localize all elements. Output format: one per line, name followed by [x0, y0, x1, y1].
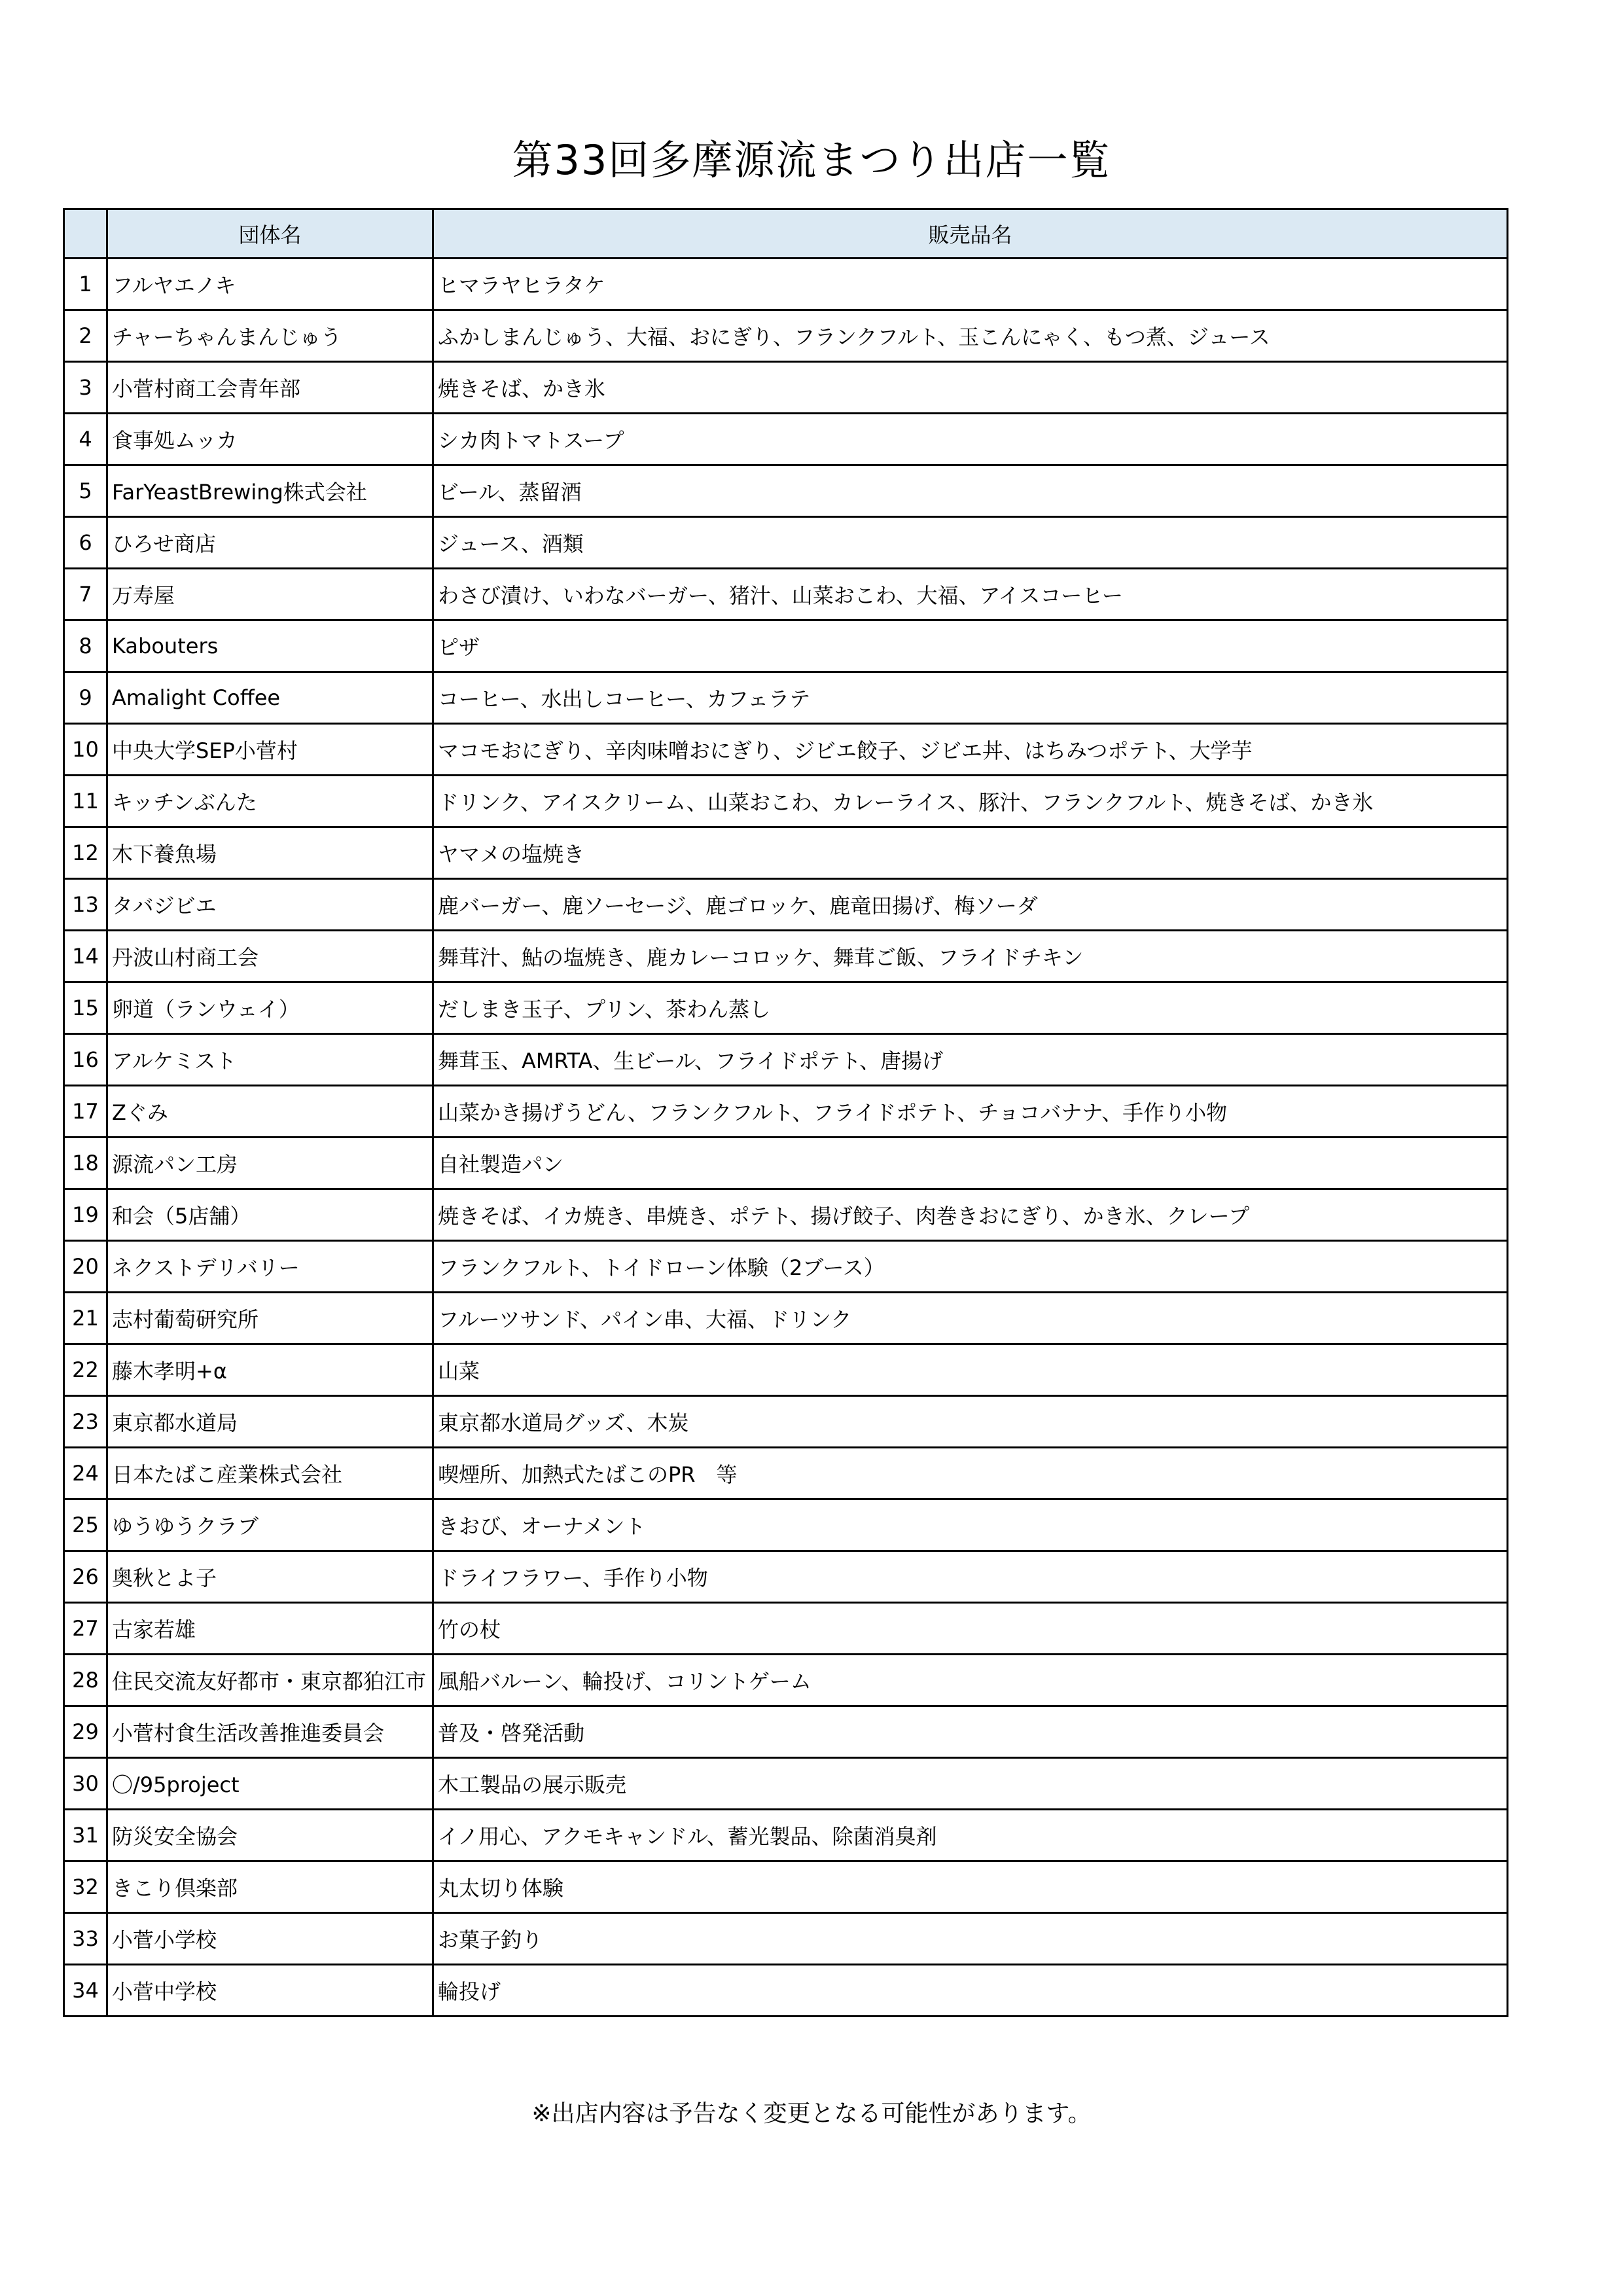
table-row: [64, 1758, 1508, 1810]
table-row: [64, 517, 1508, 569]
page-title: 第33回多摩源流まつり出店一覧: [512, 136, 1111, 184]
row-organization: 卵道（ランウェイ）: [107, 982, 433, 1034]
row-items: フルーツサンド、パイン串、大福、ドリンク: [433, 1293, 1508, 1344]
row-number: 12: [64, 827, 107, 879]
row-organization: アルケミスト: [107, 1034, 433, 1086]
row-number: 21: [64, 1293, 107, 1344]
row-number: 34: [64, 1965, 107, 2017]
table-row: [64, 362, 1508, 414]
row-organization: 丹波山村商工会: [107, 931, 433, 982]
row-number: 11: [64, 776, 107, 827]
row-items: ピザ: [433, 620, 1508, 672]
row-items: 鹿バーガー、鹿ソーセージ、鹿ゴロッケ、鹿竜田揚げ、梅ソーダ: [433, 879, 1508, 931]
table-row: [64, 1034, 1508, 1086]
row-number: 31: [64, 1810, 107, 1861]
table-row: [64, 1241, 1508, 1293]
row-organization: 古家若雄: [107, 1603, 433, 1655]
row-organization: きこり倶楽部: [107, 1861, 433, 1913]
row-organization: キッチンぶんた: [107, 776, 433, 827]
row-number: 28: [64, 1655, 107, 1706]
row-items: マコモおにぎり、辛肉味噌おにぎり、ジビエ餃子、ジビエ丼、はちみつポテト、大学芋: [433, 724, 1508, 776]
header-number: [64, 209, 107, 259]
row-number: 30: [64, 1758, 107, 1810]
row-organization: FarYeastBrewing株式会社: [107, 465, 433, 517]
row-number: 16: [64, 1034, 107, 1086]
row-number: 19: [64, 1189, 107, 1241]
row-items: だしまき玉子、プリン、茶わん蒸し: [433, 982, 1508, 1034]
row-organization: 志村葡萄研究所: [107, 1293, 433, 1344]
row-number: 18: [64, 1138, 107, 1189]
row-number: 23: [64, 1396, 107, 1448]
row-organization: ひろせ商店: [107, 517, 433, 569]
row-number: 20: [64, 1241, 107, 1293]
row-number: 25: [64, 1499, 107, 1551]
row-organization: 奥秋とよ子: [107, 1551, 433, 1603]
row-number: 22: [64, 1344, 107, 1396]
row-organization: 小菅小学校: [107, 1913, 433, 1965]
table-row: [64, 414, 1508, 465]
table-row: [64, 1965, 1508, 2017]
row-items: 輪投げ: [433, 1965, 1508, 2017]
row-items: フランクフルト、トイドローン体験（2ブース）: [433, 1241, 1508, 1293]
row-organization: Kabouters: [107, 620, 433, 672]
row-items: コーヒー、水出しコーヒー、カフェラテ: [433, 672, 1508, 724]
table-row: [64, 827, 1508, 879]
row-items: ジュース、酒類: [433, 517, 1508, 569]
table-row: [64, 1810, 1508, 1861]
row-organization: Amalight Coffee: [107, 672, 433, 724]
row-organization: 和会（5店舗）: [107, 1189, 433, 1241]
row-organization: 食事処ムッカ: [107, 414, 433, 465]
row-organization: 小菅村商工会青年部: [107, 362, 433, 414]
row-number: 1: [64, 259, 107, 310]
row-organization: ゆうゆうクラブ: [107, 1499, 433, 1551]
header-items: 販売品名: [433, 209, 1508, 259]
row-items: 竹の杖: [433, 1603, 1508, 1655]
row-number: 9: [64, 672, 107, 724]
table-row: [64, 982, 1508, 1034]
table-row: [64, 1344, 1508, 1396]
table-row: [64, 1396, 1508, 1448]
row-items: 風船バルーン、輪投げ、コリントゲーム: [433, 1655, 1508, 1706]
row-items: 山菜: [433, 1344, 1508, 1396]
row-items: 丸太切り体験: [433, 1861, 1508, 1913]
table-row: [64, 620, 1508, 672]
row-organization: 〇/95project: [107, 1758, 433, 1810]
row-items: 普及・啓発活動: [433, 1706, 1508, 1758]
row-number: 3: [64, 362, 107, 414]
table-row: [64, 569, 1508, 620]
row-organization: 東京都水道局: [107, 1396, 433, 1448]
row-items: 舞茸玉、AMRTA、生ビール、フライドポテト、唐揚げ: [433, 1034, 1508, 1086]
row-number: 29: [64, 1706, 107, 1758]
row-items: ビール、蒸留酒: [433, 465, 1508, 517]
table-row: [64, 1293, 1508, 1344]
row-items: きおび、オーナメント: [433, 1499, 1508, 1551]
row-items: 喫煙所、加熱式たばこのPR 等: [433, 1448, 1508, 1499]
row-number: 5: [64, 465, 107, 517]
table-row: [64, 1086, 1508, 1138]
row-number: 6: [64, 517, 107, 569]
row-number: 13: [64, 879, 107, 931]
row-number: 7: [64, 569, 107, 620]
table-row: [64, 465, 1508, 517]
row-organization: 万寿屋: [107, 569, 433, 620]
row-items: 木工製品の展示販売: [433, 1758, 1508, 1810]
table-body: [64, 259, 1508, 2017]
row-number: 24: [64, 1448, 107, 1499]
row-items: ヤマメの塩焼き: [433, 827, 1508, 879]
row-number: 14: [64, 931, 107, 982]
row-number: 4: [64, 414, 107, 465]
row-organization: タバジビエ: [107, 879, 433, 931]
row-organization: 源流パン工房: [107, 1138, 433, 1189]
row-number: 8: [64, 620, 107, 672]
row-number: 15: [64, 982, 107, 1034]
row-number: 33: [64, 1913, 107, 1965]
table-row: [64, 1706, 1508, 1758]
row-items: 焼きそば、かき氷: [433, 362, 1508, 414]
table-row: [64, 776, 1508, 827]
row-number: 10: [64, 724, 107, 776]
table-row: [64, 1603, 1508, 1655]
row-items: 自社製造パン: [433, 1138, 1508, 1189]
table-row: [64, 1499, 1508, 1551]
row-items: 山菜かき揚げうどん、フランクフルト、フライドポテト、チョコバナナ、手作り小物: [433, 1086, 1508, 1138]
row-organization: 中央大学SEP小菅村: [107, 724, 433, 776]
table-row: [64, 1189, 1508, 1241]
row-items: 東京都水道局グッズ、木炭: [433, 1396, 1508, 1448]
row-organization: 日本たばこ産業株式会社: [107, 1448, 433, 1499]
row-organization: ネクストデリバリー: [107, 1241, 433, 1293]
table-row: [64, 1138, 1508, 1189]
table-row: [64, 310, 1508, 362]
table-row: [64, 931, 1508, 982]
row-organization: フルヤエノキ: [107, 259, 433, 310]
header-organization: 団体名: [107, 209, 433, 259]
row-organization: 防災安全協会: [107, 1810, 433, 1861]
table-row: [64, 259, 1508, 310]
row-organization: 藤木孝明+α: [107, 1344, 433, 1396]
table-row: [64, 1861, 1508, 1913]
row-organization: 木下養魚場: [107, 827, 433, 879]
row-organization: Zぐみ: [107, 1086, 433, 1138]
row-items: ドリンク、アイスクリーム、山菜おこわ、カレーライス、豚汁、フランクフルト、焼きそば、かき氷: [433, 776, 1508, 827]
vendor-table: [63, 208, 1508, 2017]
row-items: わさび漬け、いわなバーガー、猪汁、山菜おこわ、大福、アイスコーヒー: [433, 569, 1508, 620]
table-row: [64, 879, 1508, 931]
row-items: 焼きそば、イカ焼き、串焼き、ポテト、揚げ餃子、肉巻きおにぎり、かき氷、クレープ: [433, 1189, 1508, 1241]
row-number: 32: [64, 1861, 107, 1913]
row-items: ふかしまんじゅう、大福、おにぎり、フランクフルト、玉こんにゃく、もつ煮、ジュース: [433, 310, 1508, 362]
row-number: 27: [64, 1603, 107, 1655]
row-items: シカ肉トマトスープ: [433, 414, 1508, 465]
table-row: [64, 724, 1508, 776]
row-organization: 小菅中学校: [107, 1965, 433, 2017]
row-items: イノ用心、アクモキャンドル、蓄光製品、除菌消臭剤: [433, 1810, 1508, 1861]
footnote: ※出店内容は予告なく変更となる可能性があります。: [531, 2100, 1092, 2127]
row-organization: チャーちゃんまんじゅう: [107, 310, 433, 362]
table-row: [64, 1551, 1508, 1603]
row-items: 舞茸汁、鮎の塩焼き、鹿カレーコロッケ、舞茸ご飯、フライドチキン: [433, 931, 1508, 982]
row-number: 26: [64, 1551, 107, 1603]
table-row: [64, 1655, 1508, 1706]
row-number: 2: [64, 310, 107, 362]
table-row: [64, 1913, 1508, 1965]
row-items: お菓子釣り: [433, 1913, 1508, 1965]
row-items: ヒマラヤヒラタケ: [433, 259, 1508, 310]
table-row: [64, 1448, 1508, 1499]
row-organization: 小菅村食生活改善推進委員会: [107, 1706, 433, 1758]
table-row: [64, 672, 1508, 724]
table-header-row: [64, 209, 1508, 259]
row-items: ドライフラワー、手作り小物: [433, 1551, 1508, 1603]
row-organization: 住民交流友好都市・東京都狛江市: [107, 1655, 433, 1706]
row-number: 17: [64, 1086, 107, 1138]
